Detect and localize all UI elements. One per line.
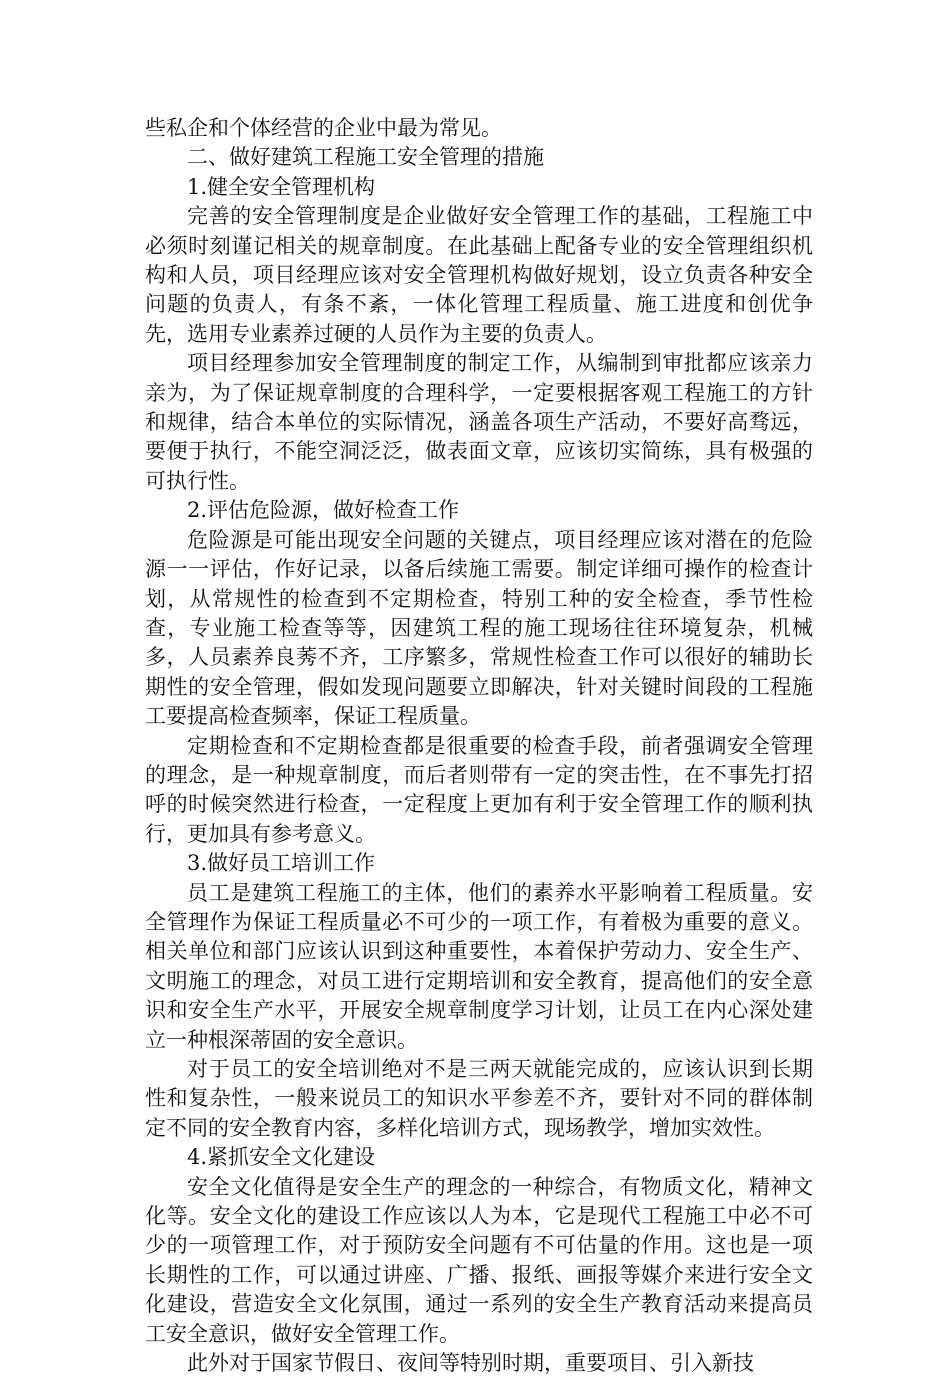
paragraph: 完善的安全管理制度是企业做好安全管理工作的基础，工程施工中必须时刻谨记相关的规章制度。在此基础上配备专业的安全管理组织机构和人员，项目经理应该对安全管理机构做好规划，设立负责各种安全问题的负责人，有条不紊，一体化管理工程质量、施工进度和创优争先，选用专业素养过硬的人员作为主要的负责人。	[145, 204, 813, 346]
subsection-heading-4: 4.紧抓安全文化建设	[187, 1145, 376, 1170]
paragraph: 员工是建筑工程施工的主体，他们的素养水平影响着工程质量。安全管理作为保证工程质量必不可少的一项工作，有着极为重要的意义。相关单位和部门应该认识到这种重要性，本着保护劳动力、安全生产、文明施工的理念，对员工进行定期培训和安全教育，提高他们的安全意识和安全生产水平，开展安全规章制度学习计划，让员工在内心深处建立一种根深蒂固的安全意识。	[145, 880, 813, 1052]
paragraph: 对于员工的安全培训绝对不是三两天就能完成的，应该认识到长期性和复杂性，一般来说员工的知识水平参差不齐，要针对不同的群体制定不同的安全教育内容，多样化培训方式，现场教学，增加实效性。	[145, 1057, 813, 1140]
section-heading: 二、做好建筑工程施工安全管理的措施	[187, 145, 544, 170]
paragraph: 定期检查和不定期检查都是很重要的检查手段，前者强调安全管理的理念，是一种规章制度，而后者则带有一定的突击性，在不事先打招呼的时候突然进行检查，一定程度上更加有利于安全管理工作的顺利执行，更加具有参考意义。	[145, 733, 813, 846]
paragraph: 危险源是可能出现安全问题的关键点，项目经理应该对潜在的危险源一一评估，作好记录，以备后续施工需要。制定详细可操作的检查计划，从常规性的检查到不定期检查，特别工种的安全检查，季节性检查，专业施工检查等等，因建筑工程的施工现场往往环境复杂，机械多，人员素养良莠不齐，工序繁多，常规性检查工作可以很好的辅助长期性的安全管理，假如发现问题要立即解决，针对关键时间段的工程施工要提高检查频率，保证工程质量。	[145, 527, 813, 729]
subsection-heading-1: 1.健全安全管理机构	[187, 174, 376, 199]
continuation-text: 些私企和个体经营的企业中最为常见。	[145, 116, 502, 140]
document-body	[145, 114, 813, 1378]
subsection-heading-2: 2.评估危险源，做好检查工作	[187, 498, 460, 523]
subsection-heading-3: 3.做好员工培训工作	[187, 851, 376, 876]
paragraph: 项目经理参加安全管理制度的制定工作，从编制到审批都应该亲力亲为，为了保证规章制度的合理科学，一定要根据客观工程施工的方针和规律，结合本单位的实际情况，涵盖各项生产活动，不要好高骛远，要便于执行，不能空洞泛泛，做表面文章，应该切实简练，具有极强的可执行性。	[145, 351, 813, 493]
paragraph: 安全文化值得是安全生产的理念的一种综合，有物质文化，精神文化等。安全文化的建设工作应该以人为本，它是现代工程施工中必不可少的一项管理工作，对于预防安全问题有不可估量的作用。这也是一项长期性的工作，可以通过讲座、广播、报纸、画报等媒介来进行安全文化建设，营造安全文化氛围，通过一系列的安全生产教育活动来提高员工安全意识，做好安全管理工作。	[145, 1174, 813, 1346]
paragraph: 此外对于国家节假日、夜间等特别时期，重要项目、引入新技	[187, 1351, 754, 1376]
